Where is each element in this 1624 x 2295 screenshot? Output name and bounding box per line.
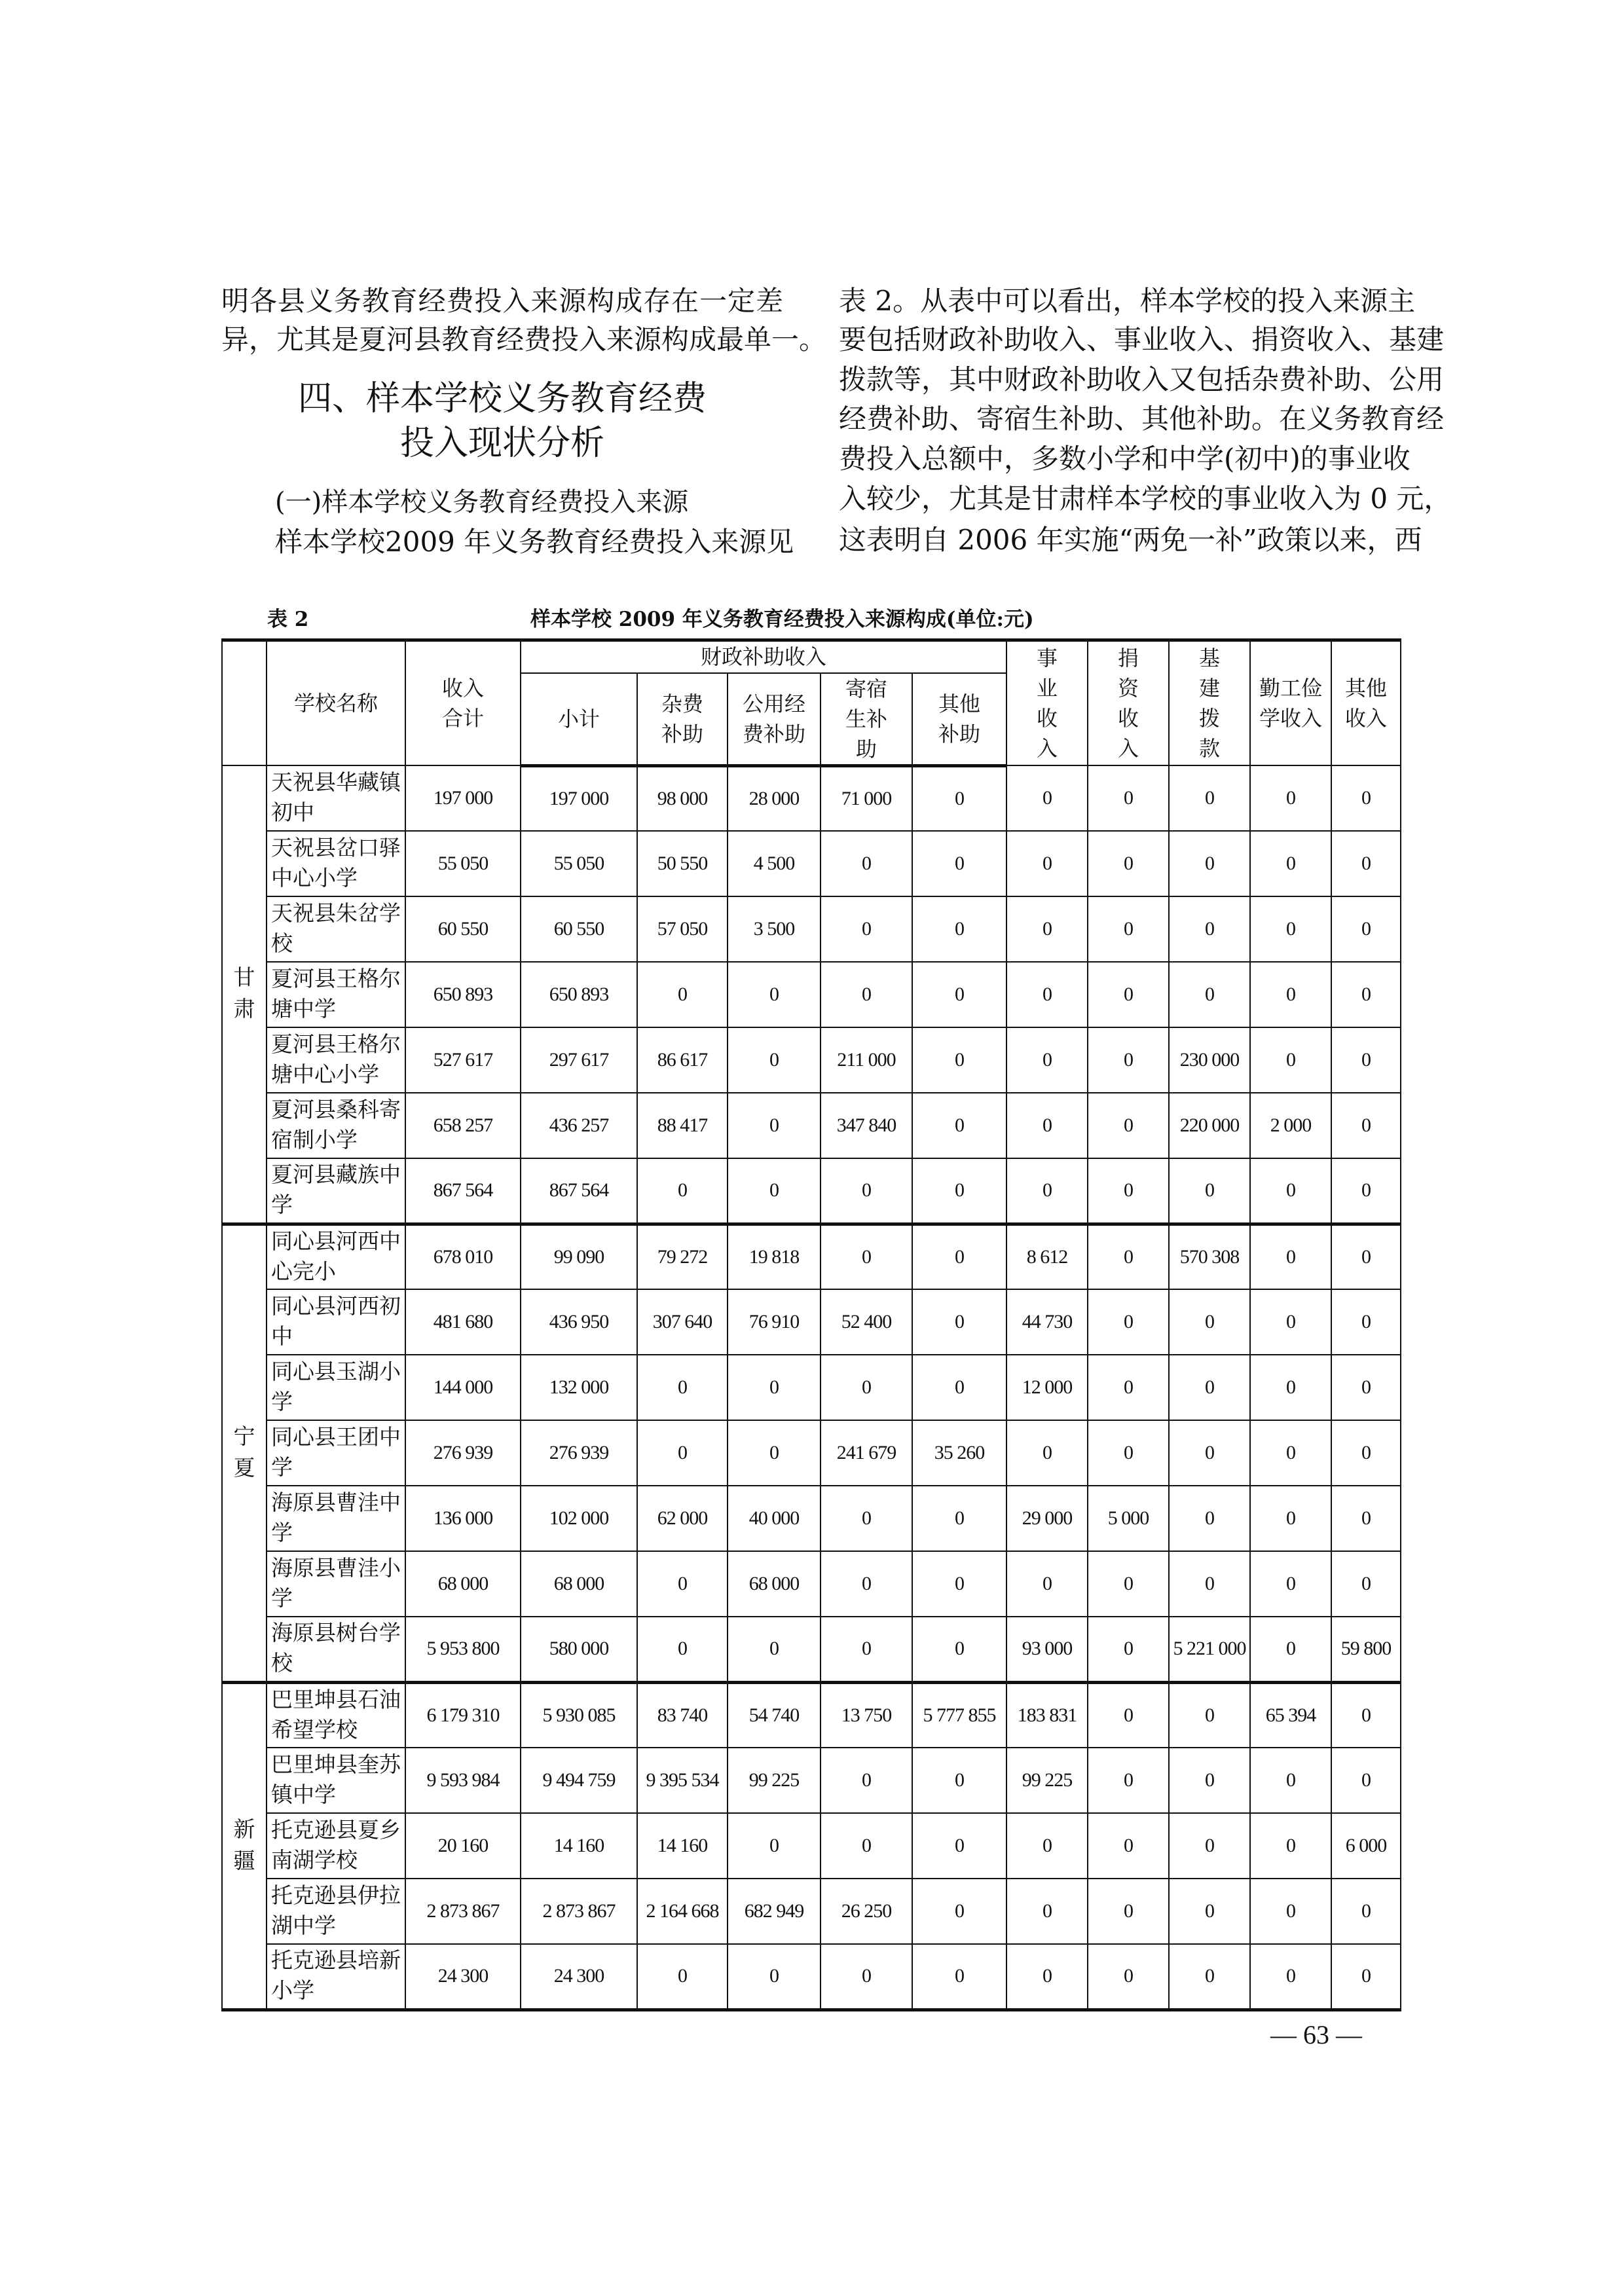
school-name-cell: 托克逊县伊拉湖中学 — [267, 1879, 405, 1944]
header-boarding-subsidy: 寄宿生补助 — [821, 673, 912, 766]
value-cell: 0 — [1088, 831, 1169, 896]
value-cell: 0 — [912, 765, 1006, 831]
value-cell: 55 050 — [521, 831, 637, 896]
value-cell: 0 — [912, 1813, 1006, 1879]
value-cell: 2 000 — [1250, 1093, 1331, 1158]
value-cell: 0 — [912, 1158, 1006, 1224]
value-cell: 6 179 310 — [405, 1682, 521, 1748]
value-cell: 132 000 — [521, 1355, 637, 1420]
value-cell: 0 — [637, 1551, 728, 1617]
value-cell: 0 — [1331, 1027, 1401, 1093]
header-work-study-income: 勤工俭学收入 — [1250, 640, 1331, 766]
header-subtotal: 小计 — [521, 673, 637, 766]
value-cell: 9 593 984 — [405, 1748, 521, 1813]
value-cell: 5 777 855 — [912, 1682, 1006, 1748]
school-name-cell: 天祝县岔口驿中心小学 — [267, 831, 405, 896]
value-cell: 19 818 — [728, 1224, 821, 1289]
value-cell: 0 — [1088, 1813, 1169, 1879]
value-cell: 0 — [1088, 1879, 1169, 1944]
value-cell: 0 — [1169, 1944, 1250, 2010]
value-cell: 13 750 — [821, 1682, 912, 1748]
value-cell: 52 400 — [821, 1289, 912, 1355]
body-text-line: 样本学校2009 年义务教育经费投入来源见 — [275, 526, 794, 558]
value-cell: 88 417 — [637, 1093, 728, 1158]
value-cell: 24 300 — [521, 1944, 637, 2010]
value-cell: 0 — [1088, 1027, 1169, 1093]
value-cell: 68 000 — [521, 1551, 637, 1617]
header-business-income: 事业收入 — [1006, 640, 1088, 766]
value-cell: 0 — [1331, 1551, 1401, 1617]
school-name-cell: 夏河县桑科寄宿制小学 — [267, 1093, 405, 1158]
province-cell: 新疆 — [222, 1682, 267, 2010]
value-cell: 0 — [728, 962, 821, 1027]
value-cell: 35 260 — [912, 1420, 1006, 1486]
header-donation-income: 捐资收入 — [1088, 640, 1169, 766]
value-cell: 0 — [1088, 1944, 1169, 2010]
value-cell: 0 — [912, 1093, 1006, 1158]
value-cell: 297 617 — [521, 1027, 637, 1093]
value-cell: 0 — [1250, 1748, 1331, 1813]
value-cell: 0 — [1250, 1879, 1331, 1944]
value-cell: 0 — [728, 1813, 821, 1879]
value-cell: 347 840 — [821, 1093, 912, 1158]
school-name-cell: 夏河县王格尔塘中心小学 — [267, 1027, 405, 1093]
value-cell: 0 — [912, 831, 1006, 896]
school-name-cell: 夏河县藏族中学 — [267, 1158, 405, 1224]
table-row — [222, 1420, 1401, 1486]
value-cell: 99 225 — [728, 1748, 821, 1813]
value-cell: 0 — [912, 1027, 1006, 1093]
value-cell: 0 — [1088, 1682, 1169, 1748]
value-cell: 0 — [1250, 1813, 1331, 1879]
value-cell: 0 — [728, 1420, 821, 1486]
value-cell: 0 — [1250, 1944, 1331, 2010]
value-cell: 0 — [1169, 1879, 1250, 1944]
value-cell: 68 000 — [405, 1551, 521, 1617]
value-cell: 5 221 000 — [1169, 1617, 1250, 1682]
value-cell: 0 — [637, 1420, 728, 1486]
value-cell: 230 000 — [1169, 1027, 1250, 1093]
value-cell: 0 — [728, 1027, 821, 1093]
table-row — [222, 1617, 1401, 1682]
section-heading-line-1: 四、样本学校义务教育经费 — [297, 379, 707, 418]
school-name-cell: 同心县王团中学 — [267, 1420, 405, 1486]
value-cell: 40 000 — [728, 1486, 821, 1551]
value-cell: 570 308 — [1169, 1224, 1250, 1289]
value-cell: 136 000 — [405, 1486, 521, 1551]
value-cell: 0 — [1331, 1158, 1401, 1224]
value-cell: 24 300 — [405, 1944, 521, 2010]
value-cell: 3 500 — [728, 896, 821, 962]
value-cell: 0 — [1250, 1551, 1331, 1617]
table-row — [222, 1289, 1401, 1355]
value-cell: 0 — [912, 1224, 1006, 1289]
header-public-fund-subsidy: 公用经费补助 — [728, 673, 821, 766]
table-row — [222, 1879, 1401, 1944]
body-text-line: 入较少，尤其是甘肃样本学校的事业收入为 0 元， — [839, 483, 1452, 515]
value-cell: 0 — [1250, 1289, 1331, 1355]
value-cell: 527 617 — [405, 1027, 521, 1093]
value-cell: 0 — [1331, 765, 1401, 831]
value-cell: 0 — [1006, 962, 1088, 1027]
value-cell: 5 953 800 — [405, 1617, 521, 1682]
value-cell: 0 — [1250, 1486, 1331, 1551]
value-cell: 0 — [821, 896, 912, 962]
subsection-heading: (一)样本学校义务教育经费投入来源 — [275, 487, 689, 517]
value-cell: 0 — [821, 1355, 912, 1420]
value-cell: 8 612 — [1006, 1224, 1088, 1289]
value-cell: 867 564 — [521, 1158, 637, 1224]
value-cell: 86 617 — [637, 1027, 728, 1093]
value-cell: 0 — [1006, 1944, 1088, 2010]
value-cell: 28 000 — [728, 765, 821, 831]
school-name-cell: 巴里坤县石油希望学校 — [267, 1682, 405, 1748]
value-cell: 0 — [1250, 1027, 1331, 1093]
header-other-subsidy: 其他补助 — [912, 673, 1006, 766]
value-cell: 0 — [728, 1617, 821, 1682]
table-row — [222, 1027, 1401, 1093]
value-cell: 0 — [637, 1944, 728, 2010]
value-cell: 44 730 — [1006, 1289, 1088, 1355]
value-cell: 83 740 — [637, 1682, 728, 1748]
value-cell: 650 893 — [521, 962, 637, 1027]
body-text-line: 这表明自 2006 年实施“两免一补”政策以来，西 — [839, 524, 1422, 556]
value-cell: 0 — [1169, 962, 1250, 1027]
school-name-cell: 海原县曹洼中学 — [267, 1486, 405, 1551]
school-name-cell: 托克逊县培新小学 — [267, 1944, 405, 2010]
value-cell: 2 873 867 — [405, 1879, 521, 1944]
value-cell: 0 — [1331, 1486, 1401, 1551]
header-total: 收入合计 — [405, 640, 521, 766]
value-cell: 0 — [1331, 831, 1401, 896]
value-cell: 0 — [821, 1617, 912, 1682]
value-cell: 0 — [1088, 1158, 1169, 1224]
value-cell: 4 500 — [728, 831, 821, 896]
value-cell: 0 — [1250, 962, 1331, 1027]
value-cell: 0 — [1169, 1748, 1250, 1813]
value-cell: 57 050 — [637, 896, 728, 962]
value-cell: 0 — [1169, 1551, 1250, 1617]
value-cell: 0 — [1169, 1289, 1250, 1355]
value-cell: 0 — [1169, 1355, 1250, 1420]
value-cell: 0 — [821, 1551, 912, 1617]
value-cell: 0 — [1331, 1093, 1401, 1158]
value-cell: 50 550 — [637, 831, 728, 896]
school-name-cell: 巴里坤县奎苏镇中学 — [267, 1748, 405, 1813]
value-cell: 55 050 — [405, 831, 521, 896]
value-cell: 276 939 — [521, 1420, 637, 1486]
value-cell: 2 164 668 — [637, 1879, 728, 1944]
school-name-cell: 天祝县朱岔学校 — [267, 896, 405, 962]
value-cell: 276 939 — [405, 1420, 521, 1486]
value-cell: 0 — [1250, 831, 1331, 896]
value-cell: 0 — [1088, 1093, 1169, 1158]
body-text-line: 表 2。从表中可以看出，样本学校的投入来源主 — [839, 285, 1416, 317]
value-cell: 211 000 — [821, 1027, 912, 1093]
school-name-cell: 同心县玉湖小学 — [267, 1355, 405, 1420]
value-cell: 436 950 — [521, 1289, 637, 1355]
value-cell: 0 — [1169, 831, 1250, 896]
value-cell: 0 — [1331, 1224, 1401, 1289]
table-title: 样本学校 2009 年义务教育经费投入来源构成(单位:元) — [530, 608, 1034, 631]
value-cell: 0 — [1088, 1289, 1169, 1355]
value-cell: 0 — [1088, 896, 1169, 962]
value-cell: 20 160 — [405, 1813, 521, 1879]
value-cell: 0 — [728, 1093, 821, 1158]
value-cell: 0 — [1169, 1486, 1250, 1551]
table-row — [222, 831, 1401, 896]
value-cell: 0 — [1250, 1617, 1331, 1682]
school-name-cell: 同心县河西初中 — [267, 1289, 405, 1355]
value-cell: 98 000 — [637, 765, 728, 831]
value-cell: 0 — [728, 1944, 821, 2010]
value-cell: 0 — [637, 1617, 728, 1682]
value-cell: 0 — [1088, 1355, 1169, 1420]
table-row — [222, 1944, 1401, 2010]
value-cell: 481 680 — [405, 1289, 521, 1355]
value-cell: 0 — [1169, 896, 1250, 962]
value-cell: 0 — [1088, 1420, 1169, 1486]
value-cell: 0 — [821, 1224, 912, 1289]
value-cell: 0 — [1006, 896, 1088, 962]
value-cell: 220 000 — [1169, 1093, 1250, 1158]
value-cell: 54 740 — [728, 1682, 821, 1748]
value-cell: 0 — [912, 1944, 1006, 2010]
table-label: 表 2 — [267, 608, 309, 631]
value-cell: 0 — [912, 1486, 1006, 1551]
value-cell: 5 930 085 — [521, 1682, 637, 1748]
value-cell: 93 000 — [1006, 1617, 1088, 1682]
value-cell: 678 010 — [405, 1224, 521, 1289]
value-cell: 0 — [1331, 1420, 1401, 1486]
value-cell: 0 — [1169, 1158, 1250, 1224]
value-cell: 0 — [1169, 1682, 1250, 1748]
value-cell: 0 — [1088, 1617, 1169, 1682]
value-cell: 0 — [1331, 1355, 1401, 1420]
school-name-cell: 夏河县王格尔塘中学 — [267, 962, 405, 1027]
value-cell: 0 — [821, 1813, 912, 1879]
value-cell: 0 — [912, 896, 1006, 962]
value-cell: 0 — [1250, 1158, 1331, 1224]
value-cell: 0 — [1331, 896, 1401, 962]
header-fiscal-group: 财政补助收入 — [521, 640, 1006, 673]
value-cell: 59 800 — [1331, 1617, 1401, 1682]
value-cell: 9 395 534 — [637, 1748, 728, 1813]
school-name-cell: 海原县曹洼小学 — [267, 1551, 405, 1617]
value-cell: 0 — [1006, 1158, 1088, 1224]
value-cell: 0 — [912, 1551, 1006, 1617]
section-heading-line-2: 投入现状分析 — [399, 424, 604, 463]
value-cell: 0 — [1250, 765, 1331, 831]
value-cell: 60 550 — [405, 896, 521, 962]
value-cell: 0 — [1331, 1289, 1401, 1355]
value-cell: 0 — [1250, 896, 1331, 962]
value-cell: 0 — [1088, 1748, 1169, 1813]
value-cell: 0 — [1169, 1420, 1250, 1486]
value-cell: 650 893 — [405, 962, 521, 1027]
value-cell: 0 — [1088, 765, 1169, 831]
table-row — [222, 1682, 1401, 1748]
header-construction-funds: 基建拨款 — [1169, 640, 1250, 766]
value-cell: 580 000 — [521, 1617, 637, 1682]
value-cell: 0 — [1088, 1224, 1169, 1289]
value-cell: 0 — [912, 1748, 1006, 1813]
value-cell: 0 — [1088, 1551, 1169, 1617]
value-cell: 0 — [1088, 962, 1169, 1027]
value-cell: 0 — [821, 962, 912, 1027]
value-cell: 0 — [821, 1158, 912, 1224]
value-cell: 5 000 — [1088, 1486, 1169, 1551]
value-cell: 0 — [1006, 831, 1088, 896]
value-cell: 0 — [1169, 765, 1250, 831]
value-cell: 197 000 — [405, 765, 521, 831]
value-cell: 0 — [1331, 1879, 1401, 1944]
value-cell: 0 — [728, 1355, 821, 1420]
header-other-income: 其他收入 — [1331, 640, 1401, 766]
table-row — [222, 1748, 1401, 1813]
value-cell: 241 679 — [821, 1420, 912, 1486]
value-cell: 14 160 — [521, 1813, 637, 1879]
value-cell: 0 — [1250, 1224, 1331, 1289]
body-text-line: 明各县义务教育经费投入来源构成存在一定差 — [221, 285, 783, 317]
value-cell: 99 225 — [1006, 1748, 1088, 1813]
value-cell: 0 — [912, 1617, 1006, 1682]
table-row — [222, 1551, 1401, 1617]
value-cell: 0 — [637, 962, 728, 1027]
value-cell: 307 640 — [637, 1289, 728, 1355]
value-cell: 0 — [1331, 1682, 1401, 1748]
table-row — [222, 1813, 1401, 1879]
funding-sources-table — [221, 638, 1401, 2011]
value-cell: 0 — [1006, 1420, 1088, 1486]
value-cell: 0 — [1331, 1748, 1401, 1813]
value-cell: 0 — [1331, 1944, 1401, 2010]
header-province — [222, 640, 267, 766]
value-cell: 76 910 — [728, 1289, 821, 1355]
page-number: — 63 — — [1270, 2020, 1362, 2049]
value-cell: 0 — [821, 1486, 912, 1551]
table-row — [222, 1224, 1401, 1289]
value-cell: 0 — [912, 1879, 1006, 1944]
value-cell: 0 — [728, 1158, 821, 1224]
value-cell: 0 — [637, 1158, 728, 1224]
province-cell: 甘肃 — [222, 765, 267, 1224]
value-cell: 62 000 — [637, 1486, 728, 1551]
body-text-line: 拨款等，其中财政补助收入又包括杂费补助、公用 — [839, 363, 1445, 395]
value-cell: 436 257 — [521, 1093, 637, 1158]
value-cell: 0 — [1006, 1551, 1088, 1617]
value-cell: 0 — [1006, 765, 1088, 831]
value-cell: 0 — [912, 1355, 1006, 1420]
body-text-line: 要包括财政补助收入、事业收入、捐资收入、基建 — [839, 323, 1445, 356]
table-row — [222, 1486, 1401, 1551]
value-cell: 79 272 — [637, 1224, 728, 1289]
header-school-name: 学校名称 — [267, 640, 405, 766]
value-cell: 0 — [637, 1355, 728, 1420]
value-cell: 68 000 — [728, 1551, 821, 1617]
value-cell: 12 000 — [1006, 1355, 1088, 1420]
value-cell: 0 — [1006, 1093, 1088, 1158]
value-cell: 0 — [1250, 1355, 1331, 1420]
header-misc-fee-subsidy: 杂费补助 — [637, 673, 728, 766]
value-cell: 197 000 — [521, 765, 637, 831]
value-cell: 9 494 759 — [521, 1748, 637, 1813]
value-cell: 71 000 — [821, 765, 912, 831]
table-row — [222, 896, 1401, 962]
value-cell: 102 000 — [521, 1486, 637, 1551]
body-text-line: 费投入总额中，多数小学和中学(初中)的事业收 — [839, 443, 1411, 475]
table-row — [222, 1355, 1401, 1420]
value-cell: 682 949 — [728, 1879, 821, 1944]
value-cell: 65 394 — [1250, 1682, 1331, 1748]
body-text-line: 经费补助、寄宿生补助、其他补助。在义务教育经 — [839, 403, 1445, 435]
value-cell: 14 160 — [637, 1813, 728, 1879]
school-name-cell: 托克逊县夏乡南湖学校 — [267, 1813, 405, 1879]
value-cell: 658 257 — [405, 1093, 521, 1158]
value-cell: 183 831 — [1006, 1682, 1088, 1748]
value-cell: 0 — [821, 1944, 912, 2010]
value-cell: 0 — [1331, 962, 1401, 1027]
school-name-cell: 天祝县华藏镇初中 — [267, 765, 405, 831]
table-row — [222, 962, 1401, 1027]
value-cell: 0 — [821, 1748, 912, 1813]
value-cell: 2 873 867 — [521, 1879, 637, 1944]
table-row — [222, 1093, 1401, 1158]
value-cell: 60 550 — [521, 896, 637, 962]
value-cell: 99 090 — [521, 1224, 637, 1289]
school-name-cell: 同心县河西中心完小 — [267, 1224, 405, 1289]
table-row — [222, 1158, 1401, 1224]
value-cell: 29 000 — [1006, 1486, 1088, 1551]
value-cell: 0 — [1250, 1420, 1331, 1486]
value-cell: 0 — [1006, 1027, 1088, 1093]
body-text-line: 异，尤其是夏河县教育经费投入来源构成最单一。 — [221, 323, 827, 356]
value-cell: 144 000 — [405, 1355, 521, 1420]
school-name-cell: 海原县树台学校 — [267, 1617, 405, 1682]
value-cell: 6 000 — [1331, 1813, 1401, 1879]
value-cell: 0 — [1006, 1879, 1088, 1944]
value-cell: 0 — [1169, 1813, 1250, 1879]
value-cell: 867 564 — [405, 1158, 521, 1224]
value-cell: 0 — [912, 962, 1006, 1027]
province-cell: 宁夏 — [222, 1224, 267, 1682]
value-cell: 0 — [912, 1289, 1006, 1355]
table-row — [222, 765, 1401, 831]
value-cell: 26 250 — [821, 1879, 912, 1944]
value-cell: 0 — [821, 831, 912, 896]
value-cell: 0 — [1006, 1813, 1088, 1879]
